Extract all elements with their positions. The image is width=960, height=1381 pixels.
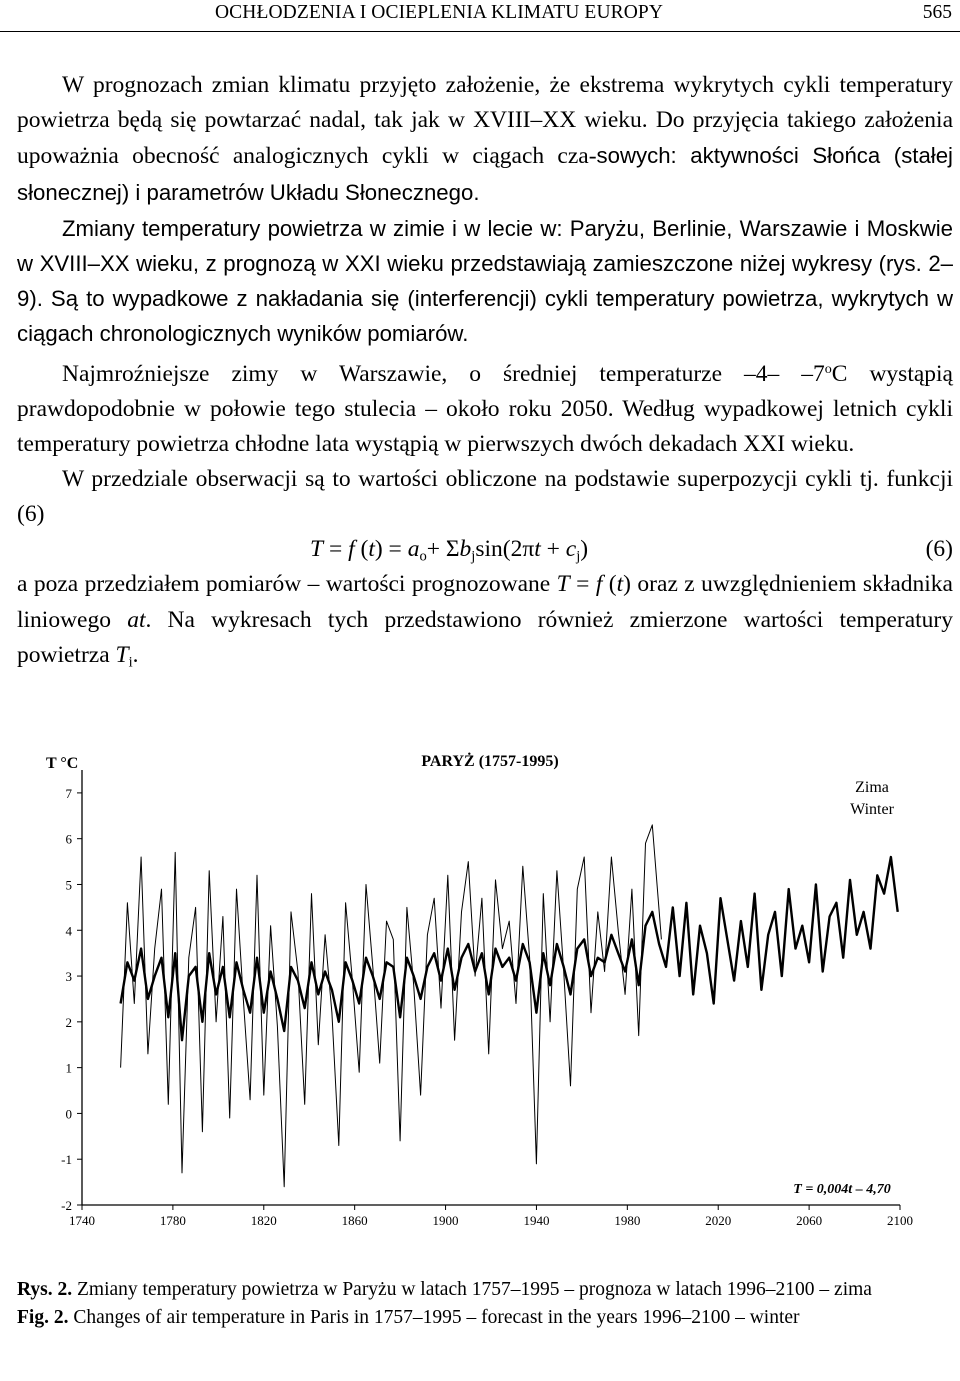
legend-label: Zima (855, 779, 889, 796)
y-tick-label: 5 (65, 877, 72, 893)
p5-T: T (556, 571, 570, 598)
p5-end: . (132, 641, 139, 668)
x-tick-label: 1780 (159, 1213, 186, 1228)
eq-b: b (459, 536, 472, 563)
eq-c-sub: j (576, 548, 581, 565)
y-tick-label: 3 (65, 969, 72, 985)
eq-f: f (348, 536, 355, 563)
y-tick-label: 1 (65, 1060, 72, 1076)
eq-b-sub: j (471, 548, 476, 565)
p5-t: t (616, 571, 624, 598)
p5-part-a: a poza przedziałem pomiarów – wartości prognozowane (17, 571, 557, 598)
chart-title: PARYŻ (1757-1995) (421, 753, 559, 770)
figure-2 (0, 740, 960, 1240)
p5-part-b: ) oraz z uwzględnieniem składnika liniowego (17, 571, 953, 633)
series-line-1 (121, 825, 662, 1187)
caption-en-text: Changes of air temperature in Paris in 1757–1995 – forecast in the years 1996–2100 – winter (68, 1306, 800, 1328)
eq-T: T (310, 536, 324, 563)
eq-t: t (368, 536, 375, 563)
paragraph-2: Zmiany temperatury powietrza w zimie i w lecie w: Paryżu, Berlinie, Warszawie i Moskwie w XVIII–XX wieku, z prognozą w XXI wieku przedstawiają zamieszczone niżej wykresy (rys. 2–9). Są to wypadkowe z nakładania się (interferencji) cykli temperatury powietrza, wykrytych w ciągach chronologicznych wyników pomiarów. (17, 215, 953, 347)
legend-label: Winter (850, 801, 894, 818)
series-line-2 (121, 857, 898, 1040)
x-tick-label: 2100 (887, 1213, 913, 1228)
x-tick-label: 1980 (614, 1213, 641, 1228)
y-axis-label: T °C (46, 755, 79, 772)
temperature-chart (0, 740, 960, 1240)
eq-a: a (407, 536, 420, 563)
eq-a-sub: o (419, 548, 427, 565)
x-tick-label: 2020 (705, 1213, 732, 1228)
running-title: OCHŁODZENIA I OCIEPLENIA KLIMATU EUROPY (215, 2, 664, 23)
header-rule (0, 31, 960, 32)
caption-pl-text: Zmiany temperatury powietrza w Paryżu w latach 1757–1995 – prognoza w latach 1996–2100 – zima (72, 1279, 872, 1300)
chart-series (121, 825, 898, 1187)
y-tick-label: -1 (61, 1152, 72, 1168)
y-tick-label: -2 (61, 1198, 72, 1213)
y-tick-label: 4 (65, 923, 72, 939)
eq-sin: sin(2π (475, 536, 535, 563)
degree-mark: o (824, 360, 832, 377)
paragraph-1-sans: sowych: aktywności Słońca (stałej słonecznej) i parametrów Układu Słonecznego. (17, 143, 953, 205)
paragraph-3 (17, 352, 953, 462)
p5-part-c: . Na wykresach tych przedstawiono również zmierzone wartości temperatury powietrza (17, 606, 953, 668)
equation-body (310, 532, 588, 575)
x-tick-label: 1860 (341, 1213, 368, 1228)
x-tick-label: 1940 (523, 1213, 550, 1228)
paragraph-4: W przedziale obserwacji są to wartości obliczone na podstawie superpozycji cykli tj. funkcji (6) (17, 465, 953, 528)
caption-pl-label: Rys. 2. (17, 1279, 73, 1300)
x-tick-label: 1740 (69, 1213, 95, 1228)
eq-t2: t (534, 536, 541, 563)
body-text (17, 68, 953, 680)
paragraph-3-end: C wystąpią prawdopodobnie w połowie tego stulecia – około roku 2050. Według wypadkowej letnich cykli temperatury powietrza chłodne lata wystąpią w pierwszych dwóch dekadach XXI wieku. (17, 360, 953, 457)
equation-6 (17, 532, 953, 567)
eq-c: c (565, 536, 577, 563)
paragraph-5 (17, 567, 953, 680)
y-tick-label: 2 (65, 1014, 72, 1030)
p5-at: at (127, 606, 146, 633)
p5-Ti: T (115, 641, 129, 668)
page-number: 565 (922, 2, 952, 23)
y-tick-label: 6 (65, 831, 72, 847)
y-tick-label: 0 (65, 1106, 72, 1122)
caption-en (17, 1304, 953, 1332)
p5-f: f (595, 571, 603, 598)
x-tick-label: 2060 (796, 1213, 823, 1228)
x-tick-label: 1900 (432, 1213, 459, 1228)
paragraph-3-start: Najmroźniejsze zimy w Warszawie, o średniej temperaturze –4– –7 (62, 360, 825, 387)
eq-equals: = (323, 536, 349, 563)
trend-annotation: T = 0,004t – 4,70 (793, 1182, 891, 1197)
equation-number: (6) (925, 536, 953, 563)
caption-en-label: Fig. 2. (17, 1306, 69, 1328)
y-tick-label: 7 (65, 785, 72, 801)
paragraph-1-serif: W prognozach zmian klimatu przyjęto założenie, że ekstrema wykrytych cykli temperatury powietrza będą się powtarzać nadal, tak jak w XVIII–XX wieku. Do przyjęcia takiego założenia upoważnia obecność analogicznych cykli w ciągach cza- (17, 72, 953, 170)
figure-caption (17, 1276, 953, 1331)
p5-i-sub: i (128, 654, 133, 671)
eq-plus: + (540, 536, 566, 563)
eq-close: ) (580, 536, 589, 563)
paragraph-1 (17, 68, 953, 211)
running-header (0, 0, 960, 30)
eq-paren-open: ( (354, 536, 369, 563)
p5-paren: ( (602, 571, 617, 598)
eq-sum: + Σ (426, 536, 460, 563)
caption-pl (17, 1276, 953, 1304)
x-tick-label: 1820 (250, 1213, 277, 1228)
eq-paren-close: ) = (374, 536, 408, 563)
chart-labels (46, 751, 913, 1228)
p5-eq: = (569, 571, 596, 598)
